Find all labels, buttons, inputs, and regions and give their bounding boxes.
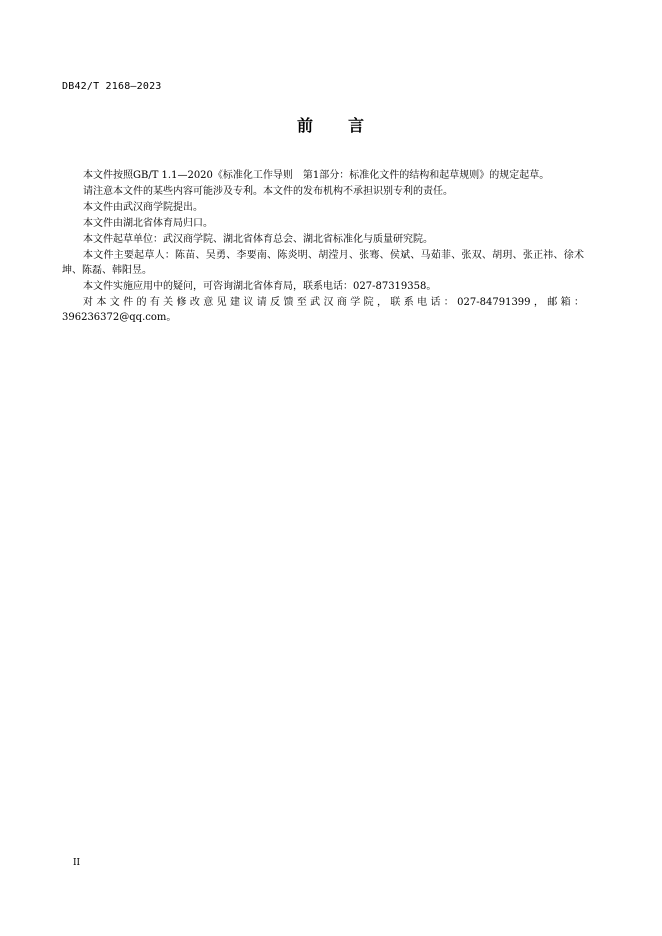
page-title: 前 言 [296, 116, 365, 135]
paragraph-feedback-contact: 对本文件的有关修改意见建议请反馈至武汉商学院，联系电话：027-84791399，邮箱：396236372@qq.com。 [62, 297, 584, 323]
paragraph-administrator: 本文件由湖北省体育局归口。 [83, 218, 213, 229]
paragraph-inquiry-contact: 本文件实施应用中的疑问，可咨询湖北省体育局，联系电话：027-87319358。 [83, 281, 437, 292]
paragraph-drafting-rules: 本文件按照GB/T 1.1—2020《标准化工作导则 第1部分：标准化文件的结构和起草规则》的规定起草。 [83, 170, 550, 181]
paragraph-patent-notice: 请注意本文件的某些内容可能涉及专利。本文件的发布机构不承担识别专利的责任。 [83, 186, 453, 197]
document-code: DB42/T 2168—2023 [62, 81, 162, 92]
page-number: II [73, 858, 81, 868]
paragraph-proposer: 本文件由武汉商学院提出。 [83, 202, 203, 213]
foreword-body [62, 168, 584, 326]
paragraph-drafting-units: 本文件起草单位：武汉商学院、湖北省体育总会、湖北省标准化与质量研究院。 [83, 234, 433, 245]
paragraph-drafters: 本文件主要起草人：陈苗、吴勇、李要南、陈炎明、胡滢月、张骞、侯斌、马茹菲、张双、胡玥、张正祎、徐术坤、陈磊、韩阳昱。 [62, 250, 584, 276]
